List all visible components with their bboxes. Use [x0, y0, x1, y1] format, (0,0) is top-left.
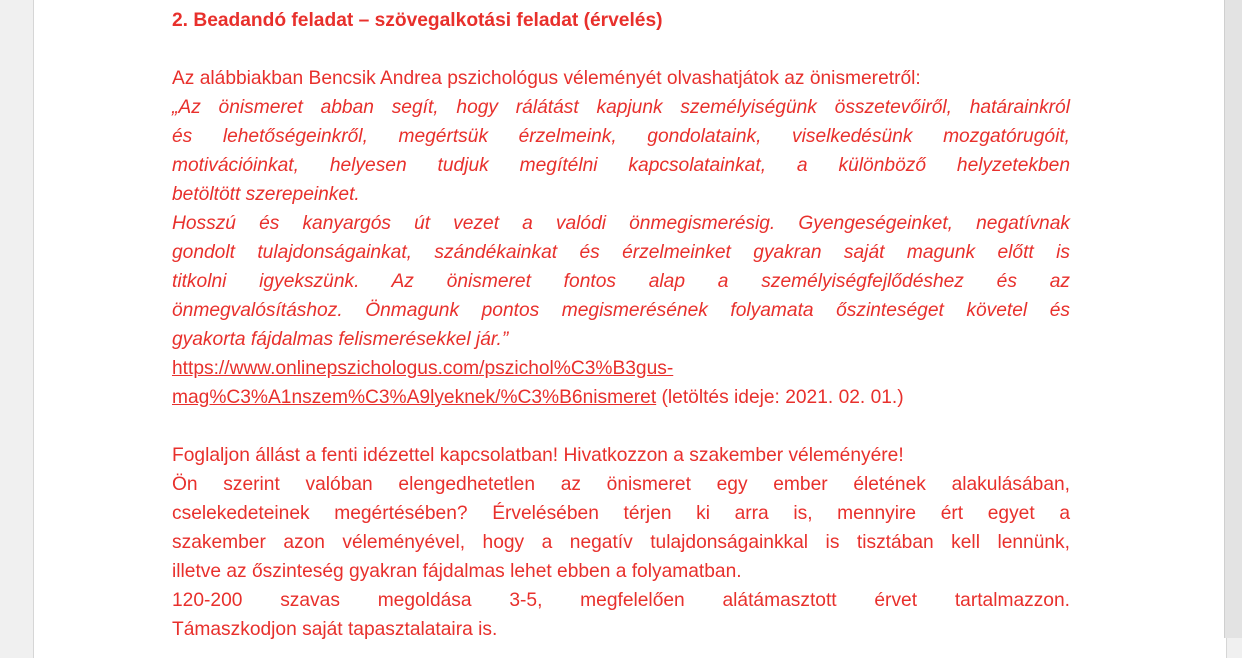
- quote-line: betöltött szerepeinket.: [172, 184, 360, 205]
- source-link-continued[interactable]: mag%C3%A1nszem%C3%A9lyeknek/%C3%B6nismeret: [172, 387, 657, 408]
- download-date-note: (letöltés ideje: 2021. 02. 01.): [656, 387, 904, 408]
- source-link[interactable]: https://www.onlinepszichologus.com/pszichol%C3%B3gus-: [172, 358, 674, 379]
- quote-line: titkolni igyekszünk. Az önismeret fontos alap a személyiségfejlődéshez és az: [172, 271, 1070, 292]
- requirement-line: Támaszkodjon saját tapasztalataira is.: [172, 619, 498, 640]
- scrollbar[interactable]: [1224, 0, 1242, 638]
- question-line: Ön szerint valóban elengedhetetlen az önismeret egy ember életének alakulásában,: [172, 474, 1070, 495]
- question-line: szakember azon véleményével, hogy a negatív tulajdonságainkkal is tisztában kell lennünk,: [172, 532, 1070, 553]
- document-content: [172, 6, 1070, 644]
- quote-line: Hosszú és kanyargós út vezet a valódi önmegismerésig. Gyengeségeinket, negatívnak: [172, 213, 1070, 234]
- paragraph-gap: [172, 412, 1070, 441]
- source-link-line: [172, 354, 1070, 383]
- source-link-line: [172, 383, 1070, 412]
- intro-text: Az alábbiakban Bencsik Andrea pszichológus véleményét olvashatjátok az önismeretről:: [172, 68, 921, 89]
- quote-line: és lehetőségeinkről, megértsük érzelmeink, gondolataink, viselkedésünk mozgatórugóit,: [172, 126, 1070, 147]
- quote-line: „Az önismeret abban segít, hogy rálátást kapjunk személyiségünk összetevőiről, határainkról: [172, 97, 1070, 118]
- requirement-line: 120-200 szavas megoldása 3-5, megfelelően alátámasztott érvet tartalmazzon.: [172, 590, 1070, 611]
- quote-line: gyakorta fájdalmas felismerésekkel jár.”: [172, 329, 509, 350]
- assignment-title: 2. Beadandó feladat – szövegalkotási feladat (érvelés): [172, 10, 663, 31]
- question-line: illetve az őszinteség gyakran fájdalmas lehet ebben a folyamatban.: [172, 561, 742, 582]
- quote-line: motivációinkat, helyesen tudjuk megítélni kapcsolatainkat, a különböző helyzetekben: [172, 155, 1070, 176]
- quote-line: gondolt tulajdonságainkat, szándékainkat és érzelmeinket gyakran saját magunk előtt is: [172, 242, 1070, 263]
- quote-line: önmegvalósításhoz. Önmagunk pontos megismerésének folyamata őszinteséget követel és: [172, 300, 1070, 321]
- question-line: cselekedeteinek megértésében? Érvelésében térjen ki arra is, mennyire ért egyet a: [172, 503, 1070, 524]
- task-instruction: Foglaljon állást a fenti idézettel kapcsolatban! Hivatkozzon a szakember véleményére!: [172, 445, 904, 466]
